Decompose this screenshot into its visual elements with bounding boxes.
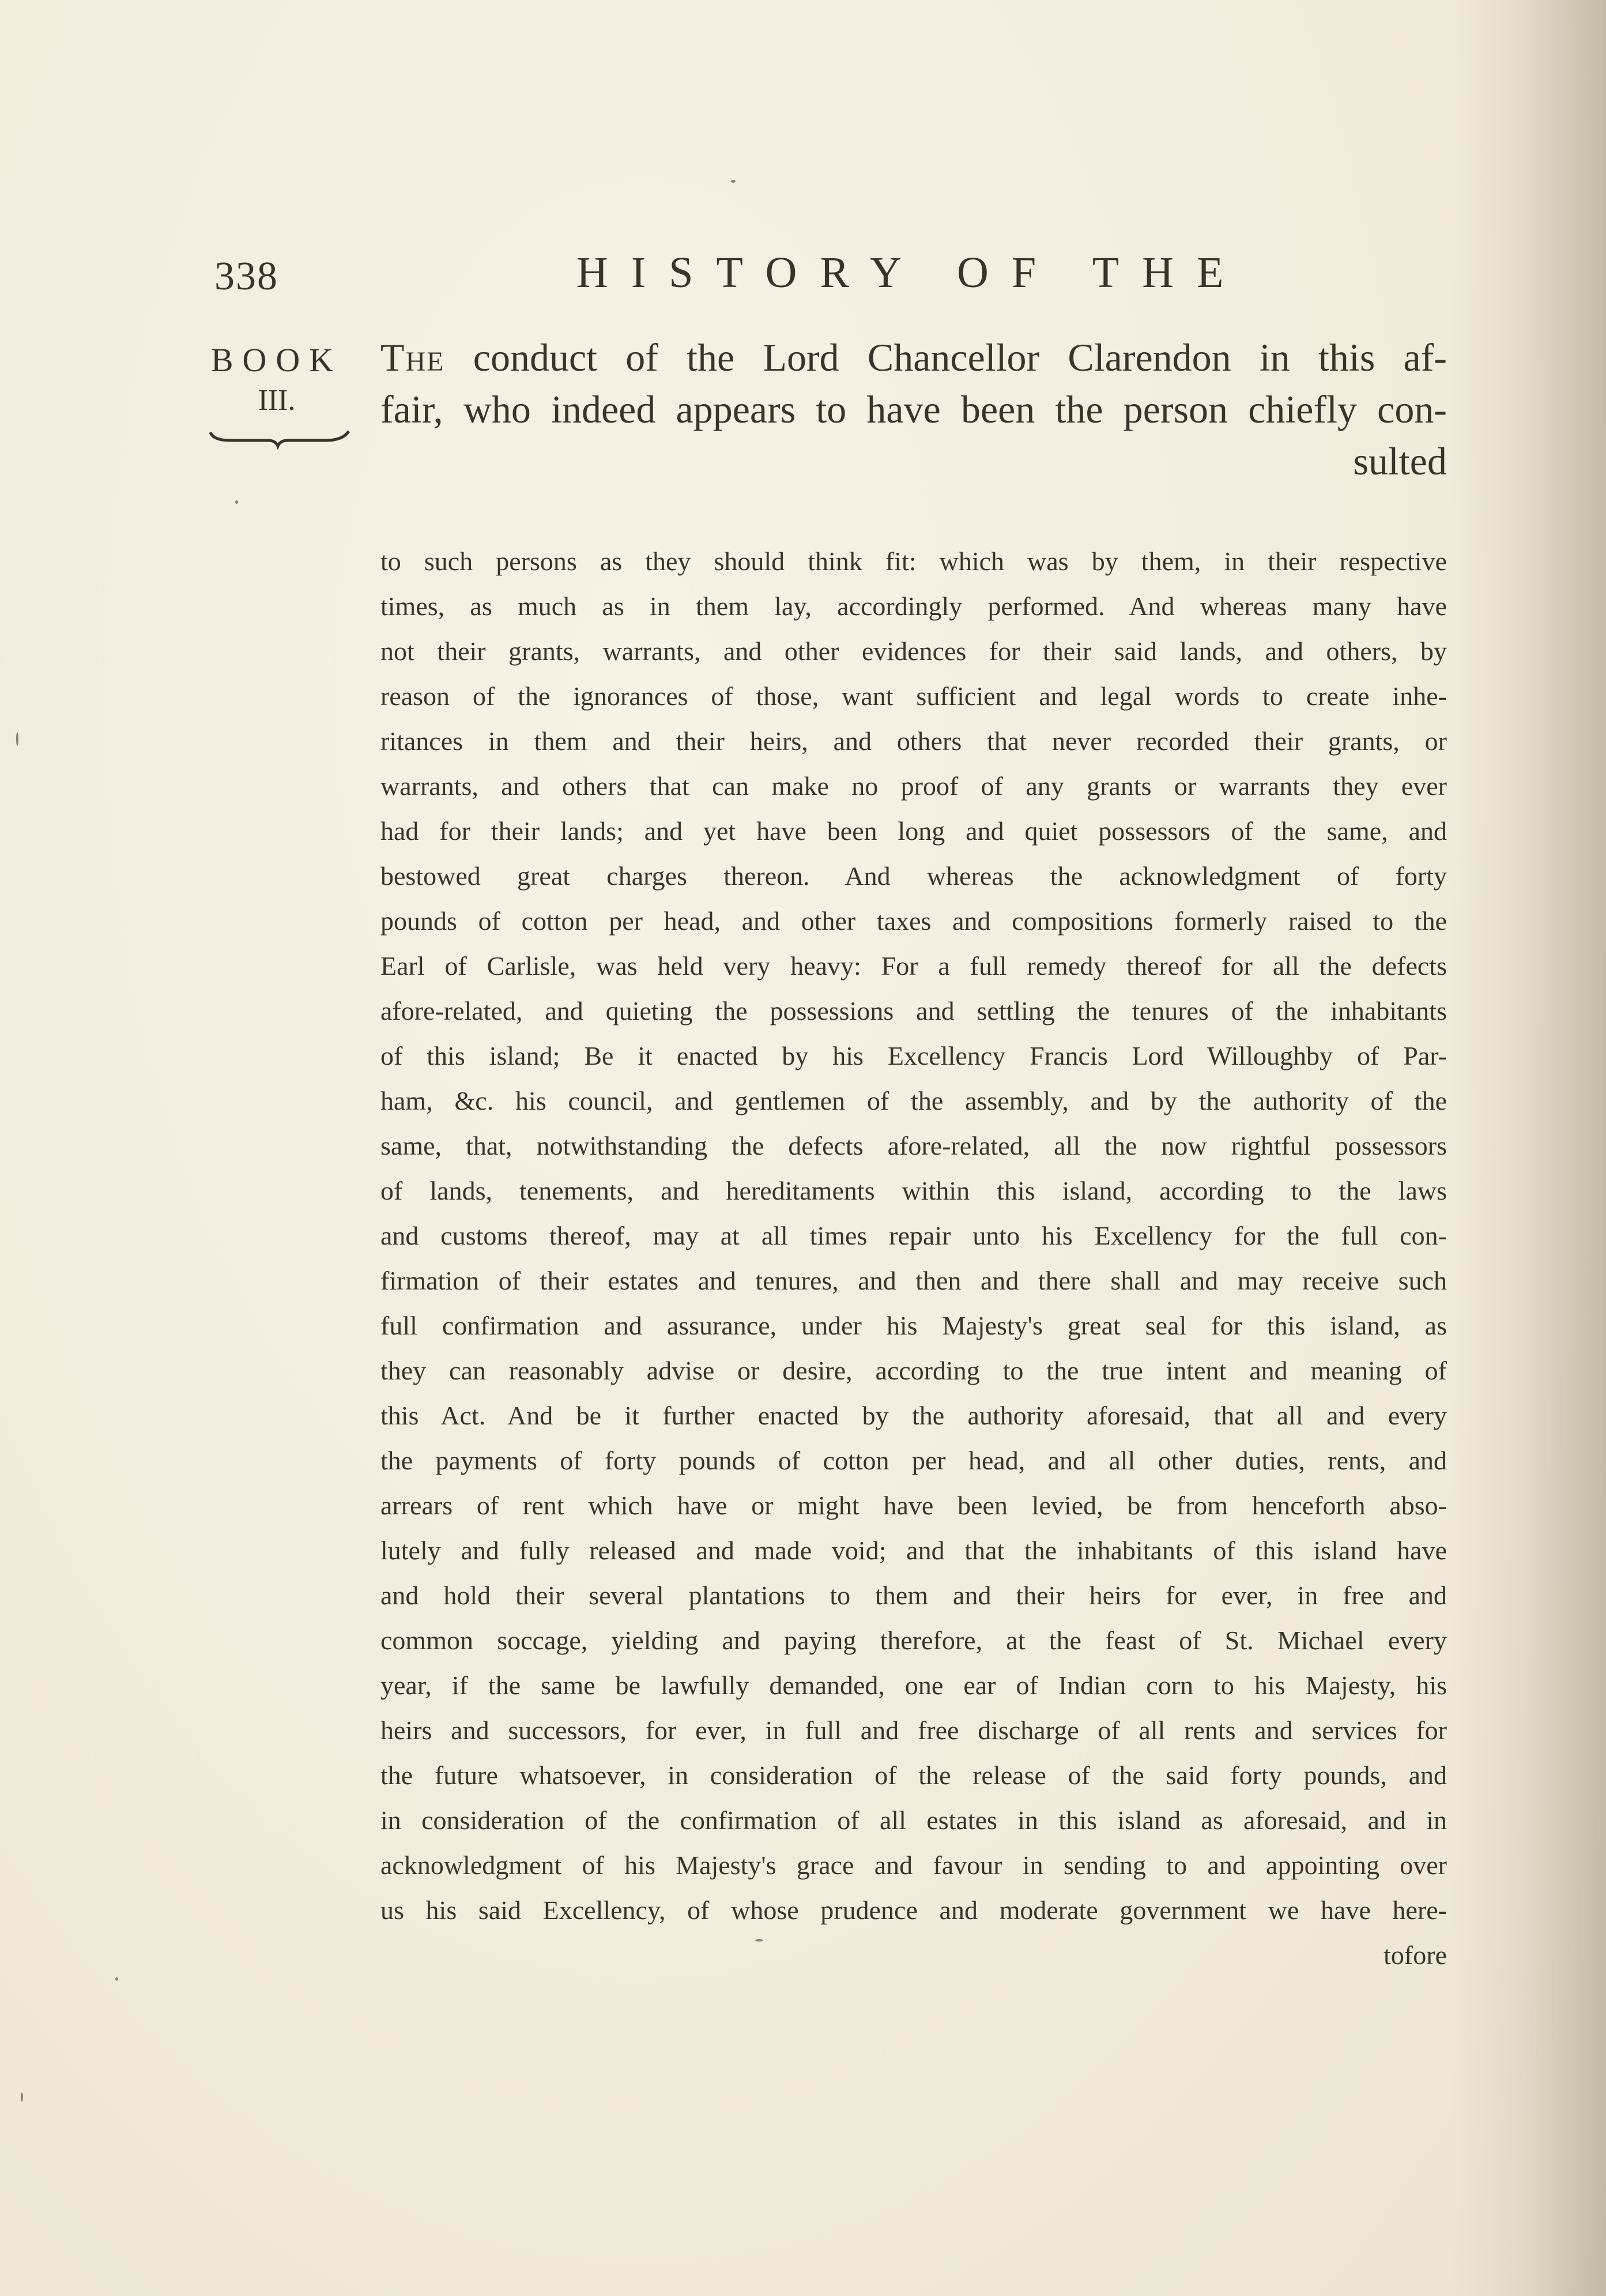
- page-number: 338: [214, 254, 278, 299]
- quote-line: acknowledgment of his Majesty's grace and favour in sending to and appointing over: [380, 1850, 1447, 1880]
- book-label: BOOK: [210, 341, 343, 379]
- main-line: fair, who indeed appears to have been the person chiefly con-: [380, 387, 1447, 431]
- quote-line: Earl of Carlisle, was held very heavy: For a full remedy thereof for all the defects: [380, 951, 1447, 981]
- drop-word: The: [380, 335, 445, 379]
- quote-line: to such persons as they should think fit: which was by them, in their respective: [380, 546, 1447, 576]
- quote-line: of this island; Be it enacted by his Excellency Francis Lord Willoughby of Par-: [380, 1041, 1447, 1070]
- quote-line: warrants, and others that can make no proof of any grants or warrants they ever: [380, 771, 1447, 801]
- quote-line: same, that, notwithstanding the defects afore-related, all the now rightful possessors: [380, 1131, 1447, 1160]
- quote-line: the future whatsoever, in consideration of the release of the said forty pounds, and: [380, 1760, 1447, 1790]
- paper-speck: [115, 1977, 118, 1981]
- quote-line: common soccage, yielding and paying therefore, at the feast of St. Michael every: [380, 1626, 1447, 1655]
- quote-line: and customs thereof, may at all times repair unto his Excellency for the full con-: [380, 1221, 1447, 1250]
- quote-line: of lands, tenements, and hereditaments within this island, according to the laws: [380, 1176, 1447, 1205]
- main-line-text: conduct of the Lord Chancellor Clarendon in this af-: [444, 335, 1447, 379]
- quote-line: ritances in them and their heirs, and others that never recorded their grants, or: [380, 726, 1447, 756]
- paper-speck: [16, 732, 18, 746]
- quote-line: reason of the ignorances of those, want sufficient and legal words to create inhe-: [380, 681, 1447, 711]
- paper-speck: [235, 500, 238, 504]
- paper-speck: [755, 1939, 763, 1941]
- paper-speck: [731, 180, 736, 183]
- quote-line: ham, &c. his council, and gentlemen of the assembly, and by the authority of the: [380, 1086, 1447, 1115]
- quote-line: firmation of their estates and tenures, and then and there shall and may receive such: [380, 1266, 1447, 1295]
- quote-line: this Act. And be it further enacted by the authority aforesaid, that all and every: [380, 1401, 1447, 1430]
- brace-ornament: [208, 428, 352, 451]
- quote-line: and hold their several plantations to them and their heirs for ever, in free and: [380, 1581, 1447, 1610]
- quote-line: us his said Excellency, of whose prudence and moderate government we have here-: [380, 1895, 1447, 1925]
- quote-line: year, if the same be lawfully demanded, one ear of Indian corn to his Majesty, his: [380, 1671, 1447, 1700]
- book-number: III.: [258, 384, 296, 417]
- running-head: HISTORY OF THE: [576, 248, 1247, 297]
- quote-line: the payments of forty pounds of cotton per head, and all other duties, rents, and: [380, 1446, 1447, 1475]
- main-line: [380, 331, 1447, 383]
- quote-catchword: tofore: [1383, 1940, 1447, 1970]
- quote-line: arrears of rent which have or might have been levied, be from henceforth abso-: [380, 1491, 1447, 1520]
- quote-line: times, as much as in them lay, accordingly performed. And whereas many have: [380, 591, 1447, 621]
- quote-line: in consideration of the confirmation of all estates in this island as aforesaid, and in: [380, 1805, 1447, 1835]
- quote-line: afore-related, and quieting the possessions and settling the tenures of the inhabitants: [380, 996, 1447, 1026]
- quote-line: lutely and fully released and made void; and that the inhabitants of this island have: [380, 1536, 1447, 1565]
- quote-line: pounds of cotton per head, and other taxes and compositions formerly raised to the: [380, 906, 1447, 936]
- quote-line: had for their lands; and yet have been long and quiet possessors of the same, and: [380, 816, 1447, 846]
- quote-line: full confirmation and assurance, under his Majesty's great seal for this island, as: [380, 1311, 1447, 1340]
- catchword: sulted: [1353, 439, 1447, 483]
- quote-line: heirs and successors, for ever, in full and free discharge of all rents and services for: [380, 1716, 1447, 1745]
- quote-line: bestowed great charges thereon. And whereas the acknowledgment of forty: [380, 861, 1447, 891]
- quote-line: they can reasonably advise or desire, according to the true intent and meaning of: [380, 1356, 1447, 1385]
- quote-line: not their grants, warrants, and other evidences for their said lands, and others, by: [380, 636, 1447, 666]
- paper-speck: [21, 2093, 23, 2102]
- margin-note: [202, 340, 352, 421]
- main-paragraph: [380, 331, 1447, 487]
- quoted-act: [380, 539, 1447, 1978]
